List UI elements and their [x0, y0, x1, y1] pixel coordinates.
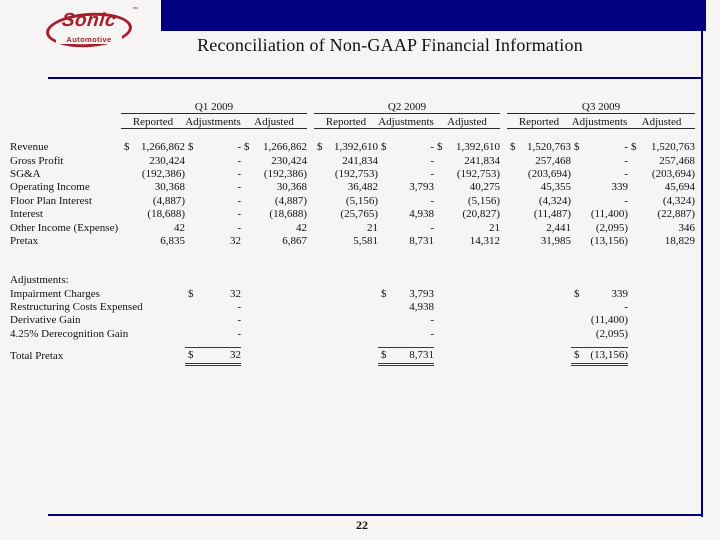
cell: 30,368: [276, 181, 307, 194]
dollar-sign: $: [437, 141, 443, 154]
cell: (2,095): [595, 327, 628, 340]
cell: (203,694): [527, 167, 571, 180]
cell: 4,938: [409, 208, 434, 221]
row-label: Derivative Gain: [10, 314, 81, 327]
cell: [121, 140, 185, 153]
total-cell: $ 8,731: [378, 347, 434, 364]
total-cell: $ 32: [185, 347, 241, 364]
column-header-adjustments: Adjustments: [378, 115, 434, 128]
column-header-adjustments: Adjustments: [185, 115, 241, 128]
cell: (5,156): [345, 194, 378, 207]
row-label: Total Pretax: [10, 349, 64, 362]
cell: 31,985: [540, 234, 571, 247]
cell: (18,688): [147, 208, 185, 221]
cell: (22,887): [657, 208, 695, 221]
row-label: Pretax: [10, 234, 39, 247]
cell: -: [237, 301, 241, 314]
trademark-symbol: ™: [132, 7, 138, 13]
dollar-sign: $: [188, 141, 194, 154]
column-header-adjusted: Adjusted: [434, 114, 500, 128]
adjustment-row-impairment: [10, 286, 695, 299]
page-number: 22: [356, 518, 368, 532]
cell: [314, 140, 378, 153]
row-label: Operating Income: [10, 181, 90, 194]
cell: 21: [367, 221, 378, 234]
cell-value: 1,392,610: [334, 141, 378, 154]
row-label: Floor Plan Interest: [10, 194, 92, 207]
cell: 45,355: [540, 181, 571, 194]
cell: 6,835: [160, 234, 185, 247]
logo-brand-text: Sonic: [60, 10, 118, 31]
quarter-header-q1: Q1 2009: [121, 100, 307, 114]
row-label: Impairment Charges: [10, 287, 100, 300]
cell: [628, 140, 695, 153]
cell: -: [430, 194, 434, 207]
cell: -: [624, 167, 628, 180]
table-row-interest: [10, 207, 695, 220]
adjustment-row-restructuring: [10, 300, 695, 313]
cell-value: -: [430, 141, 434, 154]
cell: -: [624, 154, 628, 167]
bottom-border-line: [48, 514, 703, 516]
cell-value: 1,392,610: [456, 141, 500, 154]
cell: (4,887): [152, 194, 185, 207]
cell: [507, 140, 571, 153]
cell-value: 1,266,862: [263, 141, 307, 154]
adjustments-heading-row: [10, 273, 695, 286]
row-label: SG&A: [10, 167, 41, 180]
row-label: Other Income (Expense): [10, 221, 119, 234]
cell: 14,312: [469, 234, 500, 247]
cell: -: [624, 301, 628, 314]
adjustment-row-derivative-gain: [10, 313, 695, 326]
cell-value: 1,520,763: [651, 141, 695, 154]
cell: [241, 140, 307, 153]
dollar-sign: $: [631, 141, 637, 154]
cell: -: [430, 221, 434, 234]
cell: $ 32: [188, 287, 241, 300]
cell: (18,688): [269, 208, 307, 221]
cell: 2,441: [546, 221, 571, 234]
cell: -: [237, 194, 241, 207]
cell: -: [237, 221, 241, 234]
cell-value: 1,520,763: [527, 141, 571, 154]
cell: [185, 140, 241, 153]
cell: 8,731: [409, 234, 434, 247]
cell-value: -: [237, 141, 241, 154]
cell: (192,753): [456, 167, 500, 180]
table-row-revenue: [10, 140, 695, 153]
cell: 4,938: [409, 301, 434, 314]
table-row-gross-profit: [10, 153, 695, 166]
cell: (4,324): [538, 194, 571, 207]
cell: 42: [174, 221, 185, 234]
cell: 3,793: [409, 181, 434, 194]
cell: (4,324): [662, 194, 695, 207]
cell: -: [430, 167, 434, 180]
cell: 230,424: [271, 154, 307, 167]
column-header-row: [10, 114, 695, 128]
cell: [434, 140, 500, 153]
cell: $ 3,793: [381, 287, 434, 300]
table-row-floor-plan-interest: [10, 193, 695, 206]
cell: -: [237, 208, 241, 221]
cell: -: [237, 167, 241, 180]
right-border-line: [701, 0, 703, 517]
cell: 346: [678, 221, 695, 234]
adjustments-heading: Adjustments:: [10, 274, 69, 287]
cell: (20,827): [462, 208, 500, 221]
cell: (203,694): [651, 167, 695, 180]
cell: (192,386): [263, 167, 307, 180]
table-row-operating-income: [10, 180, 695, 193]
cell: (11,487): [533, 208, 571, 221]
column-header-adjusted: Adjusted: [628, 114, 695, 128]
cell: 40,275: [469, 181, 500, 194]
cell: 257,468: [659, 154, 695, 167]
cell: -: [237, 154, 241, 167]
cell: (192,753): [334, 167, 378, 180]
cell: 45,694: [664, 181, 695, 194]
cell: -: [237, 181, 241, 194]
column-header-reported: Reported: [121, 114, 185, 128]
slide-title: Reconciliation of Non-GAAP Financial Information: [197, 35, 583, 55]
dollar-sign: $: [510, 141, 516, 154]
cell: 5,581: [353, 234, 378, 247]
cell: 230,424: [149, 154, 185, 167]
column-header-adjusted: Adjusted: [241, 114, 307, 128]
cell: 21: [489, 221, 500, 234]
adjustment-row-derecognition-gain: [10, 326, 695, 339]
dollar-sign: $: [574, 141, 580, 154]
table-row-sga: [10, 167, 695, 180]
quarter-header-row: [10, 100, 695, 114]
cell: [378, 140, 434, 153]
title-divider-line: [48, 77, 701, 79]
total-pretax-row: [10, 347, 695, 364]
cell: (25,765): [340, 208, 378, 221]
cell: -: [430, 327, 434, 340]
cell: [571, 140, 628, 153]
cell: 241,834: [342, 154, 378, 167]
cell-value: -: [624, 141, 628, 154]
dollar-sign: $: [124, 141, 130, 154]
quarter-header-q3: Q3 2009: [507, 100, 695, 114]
cell: -: [237, 327, 241, 340]
cell: (4,887): [274, 194, 307, 207]
total-cell: $ (13,156): [571, 347, 628, 364]
cell: 32: [230, 234, 241, 247]
column-header-adjustments: Adjustments: [571, 115, 628, 128]
cell: -: [237, 314, 241, 327]
cell: 36,482: [347, 181, 378, 194]
column-header-reported: Reported: [507, 114, 571, 128]
table-row-pretax: [10, 234, 695, 247]
cell: 257,468: [535, 154, 571, 167]
row-label: Revenue: [10, 141, 49, 154]
cell: (11,400): [590, 208, 628, 221]
cell: 339: [611, 181, 628, 194]
cell: 241,834: [464, 154, 500, 167]
row-label: Gross Profit: [10, 154, 64, 167]
cell: (192,386): [141, 167, 185, 180]
cell: 18,829: [664, 234, 695, 247]
quarter-header-q2: Q2 2009: [314, 100, 500, 114]
cell: (11,400): [590, 314, 628, 327]
header-navy-bar: [161, 0, 706, 31]
dollar-sign: $: [244, 141, 250, 154]
cell: 6,867: [282, 234, 307, 247]
row-label: Interest: [10, 208, 43, 221]
cell: (5,156): [467, 194, 500, 207]
cell: $ 339: [574, 287, 628, 300]
cell: 30,368: [154, 181, 185, 194]
cell-value: 1,266,862: [141, 141, 185, 154]
cell: -: [430, 314, 434, 327]
logo-subtitle-text: Automotive: [56, 35, 122, 44]
cell: -: [430, 154, 434, 167]
cell: (2,095): [595, 221, 628, 234]
row-label: 4.25% Derecognition Gain: [10, 327, 129, 340]
dollar-sign: $: [381, 141, 387, 154]
table-row-other-income: [10, 220, 695, 233]
row-label: Restructuring Costs Expensed: [10, 301, 143, 314]
reconciliation-table: [10, 100, 695, 366]
dollar-sign: $: [317, 141, 323, 154]
column-header-reported: Reported: [314, 114, 378, 128]
cell: -: [624, 194, 628, 207]
cell: 42: [296, 221, 307, 234]
cell: (13,156): [590, 234, 628, 247]
